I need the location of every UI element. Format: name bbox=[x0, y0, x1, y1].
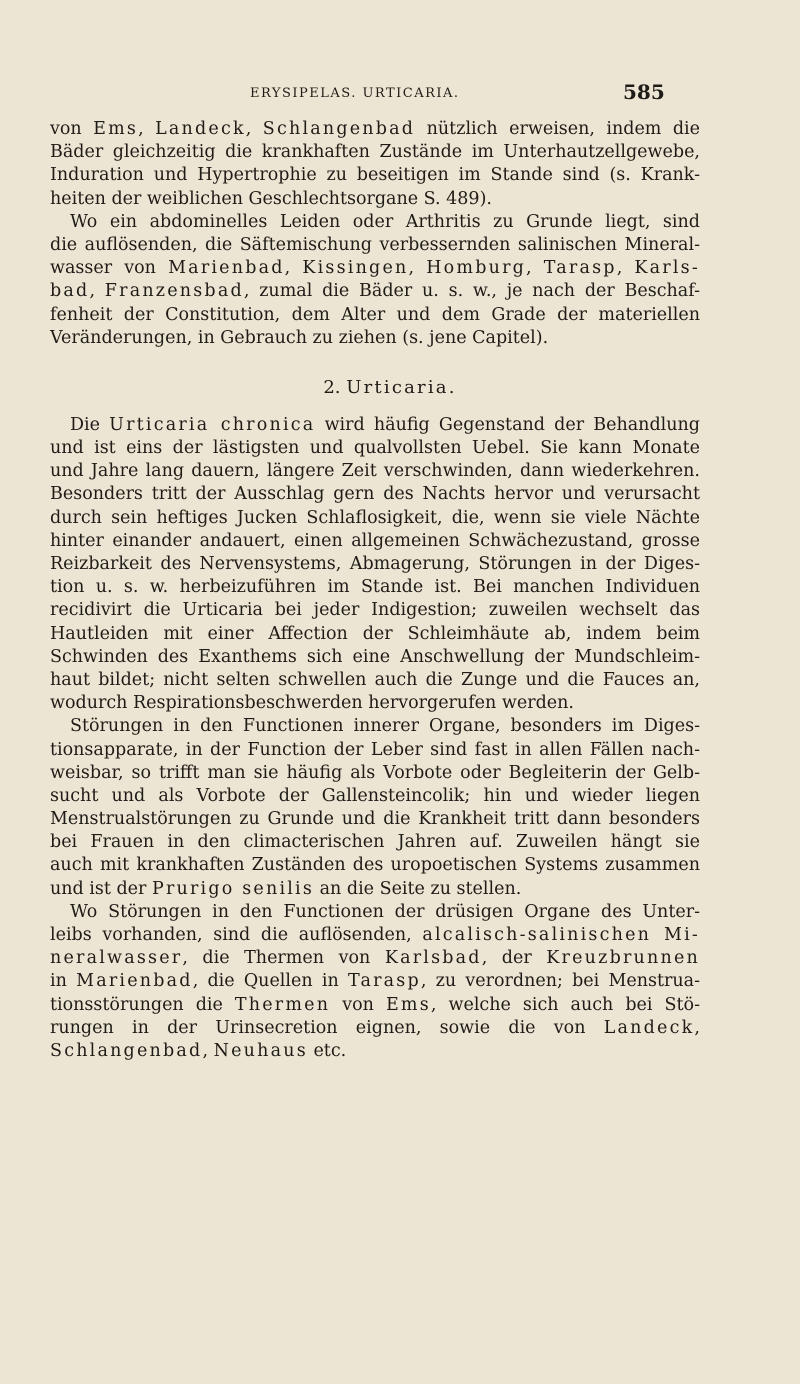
text-run: wird häufig Gegenstand der Behandlung bbox=[315, 414, 700, 435]
paragraph-1 bbox=[50, 118, 700, 211]
text-line bbox=[50, 947, 700, 970]
text-line bbox=[50, 854, 700, 877]
text-run: Besonders tritt der Ausschlag gern des Nachts hervor und verursacht bbox=[50, 484, 700, 505]
text-line bbox=[50, 994, 700, 1017]
text-line bbox=[50, 576, 700, 599]
text-line bbox=[50, 739, 700, 762]
text-run: Reizbarkeit des Nervensystems, Abmagerung, Störungen in der Diges- bbox=[50, 554, 700, 574]
text-line bbox=[50, 164, 700, 187]
text-run: an die Seite zu stellen. bbox=[314, 878, 522, 899]
text-run: leibs vorhanden, sind die auflösenden, bbox=[50, 925, 423, 945]
text-run: , der bbox=[481, 948, 547, 969]
text-run: bei Frauen in den climacterischen Jahren auf. Zuweilen hängt sie bbox=[50, 832, 700, 853]
text-line bbox=[50, 692, 700, 715]
spaced-emphasis: Ems bbox=[93, 119, 139, 139]
section-number: 2. bbox=[323, 376, 341, 398]
text-line bbox=[50, 118, 700, 141]
text-line bbox=[50, 831, 700, 854]
text-run: Menstrualstörungen zu Grunde und die Krankheit tritt dann besonders bbox=[50, 809, 700, 830]
paragraph-4 bbox=[50, 715, 700, 901]
text-run: sucht und als Vorbote der Gallensteincolik; hin und wieder liegen bbox=[50, 785, 700, 806]
text-line bbox=[50, 1017, 700, 1040]
text-run: , welche sich auch bei Stö- bbox=[430, 994, 700, 1015]
text-run: , bbox=[284, 258, 303, 279]
text-run: recidivirt die Urticaria bei jeder Indigestion; zuweilen wechselt das bbox=[50, 600, 700, 621]
spaced-emphasis: Karlsbad bbox=[384, 948, 482, 969]
text-run: , bbox=[245, 119, 263, 139]
text-line bbox=[50, 762, 700, 785]
text-run: , bbox=[694, 1017, 700, 1038]
text-run: , die Quellen in bbox=[192, 971, 348, 992]
spaced-emphasis: Neuhaus bbox=[213, 1040, 308, 1061]
spaced-emphasis: Prurigo senilis bbox=[151, 878, 315, 899]
text-run: heiten der weiblichen Geschlechtsorgane S. 489). bbox=[50, 188, 492, 209]
section-heading bbox=[50, 376, 700, 400]
text-run: Bäder gleichzeitig die krankhaften Zustände im Unterhautzellgewebe, bbox=[50, 142, 700, 163]
text-run: auch mit krankhaften Zuständen des uropoetischen Systems zusammen bbox=[50, 855, 700, 876]
text-line bbox=[50, 599, 700, 622]
text-line bbox=[50, 970, 700, 993]
spaced-emphasis: Homburg bbox=[426, 258, 527, 279]
text-run: rungen in der Urinsecretion eignen, sowie die von bbox=[50, 1017, 604, 1038]
text-line bbox=[50, 808, 700, 831]
text-line bbox=[50, 530, 700, 553]
text-line bbox=[50, 188, 700, 211]
spaced-emphasis: Tarasp bbox=[543, 258, 617, 279]
text-run: haut bildet; nicht selten schwellen auch die Zunge und die Fauces an, bbox=[50, 669, 700, 690]
text-line bbox=[50, 304, 700, 327]
spaced-emphasis: alcalisch-salinischen Mi- bbox=[422, 925, 700, 945]
text-run: nützlich erweisen, indem die bbox=[415, 119, 700, 139]
text-run: von bbox=[330, 994, 386, 1015]
text-run: Schwinden des Exanthems sich eine Anschwellung der Mundschleim- bbox=[50, 646, 700, 667]
running-head: ERYSIPELAS. URTICARIA. bbox=[250, 86, 460, 101]
text-run: in bbox=[50, 971, 77, 992]
text-run: Wo Störungen in den Functionen der drüsigen Organe des Unter- bbox=[70, 901, 700, 922]
text-line bbox=[50, 257, 700, 280]
page-number: 585 bbox=[623, 80, 665, 104]
text-run: , zu verordnen; bei Menstrua- bbox=[420, 971, 700, 992]
spaced-emphasis: Urticaria chronica bbox=[109, 414, 316, 435]
text-run: die auflösenden, die Säftemischung verbessernden salinischen Mineral- bbox=[50, 234, 700, 255]
text-line bbox=[50, 141, 700, 164]
text-run: von bbox=[50, 119, 94, 139]
text-run: durch sein heftiges Jucken Schlaflosigkeit, die, wenn sie viele Nächte bbox=[50, 507, 700, 528]
text-line bbox=[50, 669, 700, 692]
spaced-emphasis: Kreuzbrunnen bbox=[546, 948, 700, 969]
text-line bbox=[50, 646, 700, 669]
text-run: tionsapparate, in der Function der Leber sind fast in allen Fällen nach- bbox=[50, 739, 700, 760]
text-run: und ist eins der lästigsten und qualvollsten Uebel. Sie kann Monate bbox=[50, 438, 700, 459]
text-run: , bbox=[616, 258, 635, 279]
spaced-emphasis: Tarasp bbox=[347, 971, 421, 992]
spaced-emphasis: neralwasser bbox=[50, 948, 183, 969]
text-line bbox=[50, 878, 700, 901]
text-run: wasser von bbox=[50, 258, 169, 279]
text-line bbox=[50, 901, 700, 924]
section-title: Urticaria. bbox=[346, 376, 457, 398]
text-run: etc. bbox=[307, 1040, 347, 1061]
text-run: , bbox=[138, 119, 156, 139]
text-run: weisbar, so trifft man sie häufig als Vorbote oder Begleiterin der Gelb- bbox=[50, 762, 700, 783]
text-line bbox=[50, 460, 700, 483]
text-line bbox=[50, 327, 700, 350]
text-run: hinter einander andauert, einen allgemeinen Schwächezustand, grosse bbox=[50, 530, 700, 551]
body-text bbox=[50, 118, 700, 1063]
spaced-emphasis: Landeck bbox=[603, 1017, 695, 1038]
text-run: tion u. s. w. herbeizuführen im Stande ist. Bei manchen Individuen bbox=[50, 577, 700, 598]
text-line bbox=[50, 553, 700, 576]
paragraph-5 bbox=[50, 901, 700, 1063]
spaced-emphasis: Kissingen bbox=[302, 258, 409, 279]
spaced-emphasis: Karls- bbox=[634, 258, 700, 279]
spaced-emphasis: Schlangenbad bbox=[50, 1040, 203, 1061]
text-line bbox=[50, 280, 700, 303]
text-run: tionsstörungen die bbox=[50, 994, 235, 1015]
spaced-emphasis: Ems bbox=[385, 994, 431, 1015]
paragraph-2 bbox=[50, 211, 700, 350]
spaced-emphasis: Franzensbad bbox=[104, 281, 244, 302]
text-run: , bbox=[408, 258, 427, 279]
text-line bbox=[50, 437, 700, 460]
text-run: wodurch Respirationsbeschwerden hervorgerufen werden. bbox=[50, 693, 574, 714]
text-run: Wo ein abdominelles Leiden oder Arthritis zu Grunde liegt, sind bbox=[70, 211, 700, 232]
text-run: fenheit der Constitution, dem Alter und dem Grade der materiellen bbox=[50, 304, 700, 325]
spaced-emphasis: Thermen bbox=[234, 994, 331, 1015]
text-line bbox=[50, 483, 700, 506]
spaced-emphasis: Marienbad bbox=[168, 258, 285, 279]
text-run: Veränderungen, in Gebrauch zu ziehen (s. jene Capitel). bbox=[50, 327, 549, 348]
spaced-emphasis: Marienbad bbox=[76, 971, 193, 992]
text-line bbox=[50, 234, 700, 257]
text-run: Hautleiden mit einer Affection der Schleimhäute ab, indem beim bbox=[50, 623, 700, 644]
text-line bbox=[50, 414, 700, 437]
text-run: , bbox=[89, 281, 105, 302]
text-line bbox=[50, 715, 700, 738]
text-run: Die bbox=[70, 414, 110, 435]
spaced-emphasis: bad bbox=[50, 281, 90, 302]
text-line bbox=[50, 623, 700, 646]
text-run: , zumal die Bäder u. s. w., je nach der Beschaf- bbox=[243, 281, 700, 302]
spaced-emphasis: Landeck bbox=[155, 119, 246, 139]
paragraph-3 bbox=[50, 414, 700, 715]
spaced-emphasis: Schlangenbad bbox=[262, 119, 416, 139]
text-run: , die Thermen von bbox=[182, 948, 385, 969]
text-run: , bbox=[526, 258, 544, 279]
text-run: Induration und Hypertrophie zu beseitigen im Stande sind (s. Krank- bbox=[50, 165, 700, 186]
text-run: und Jahre lang dauern, längere Zeit verschwinden, dann wiederkehren. bbox=[50, 461, 700, 482]
text-line bbox=[50, 507, 700, 530]
text-line bbox=[50, 211, 700, 234]
text-run: und ist der bbox=[50, 878, 152, 899]
text-run: Störungen in den Functionen innerer Organe, besonders im Diges- bbox=[70, 716, 700, 737]
text-line bbox=[50, 1040, 700, 1063]
text-line bbox=[50, 924, 700, 947]
text-line bbox=[50, 785, 700, 808]
text-run: , bbox=[202, 1040, 214, 1061]
